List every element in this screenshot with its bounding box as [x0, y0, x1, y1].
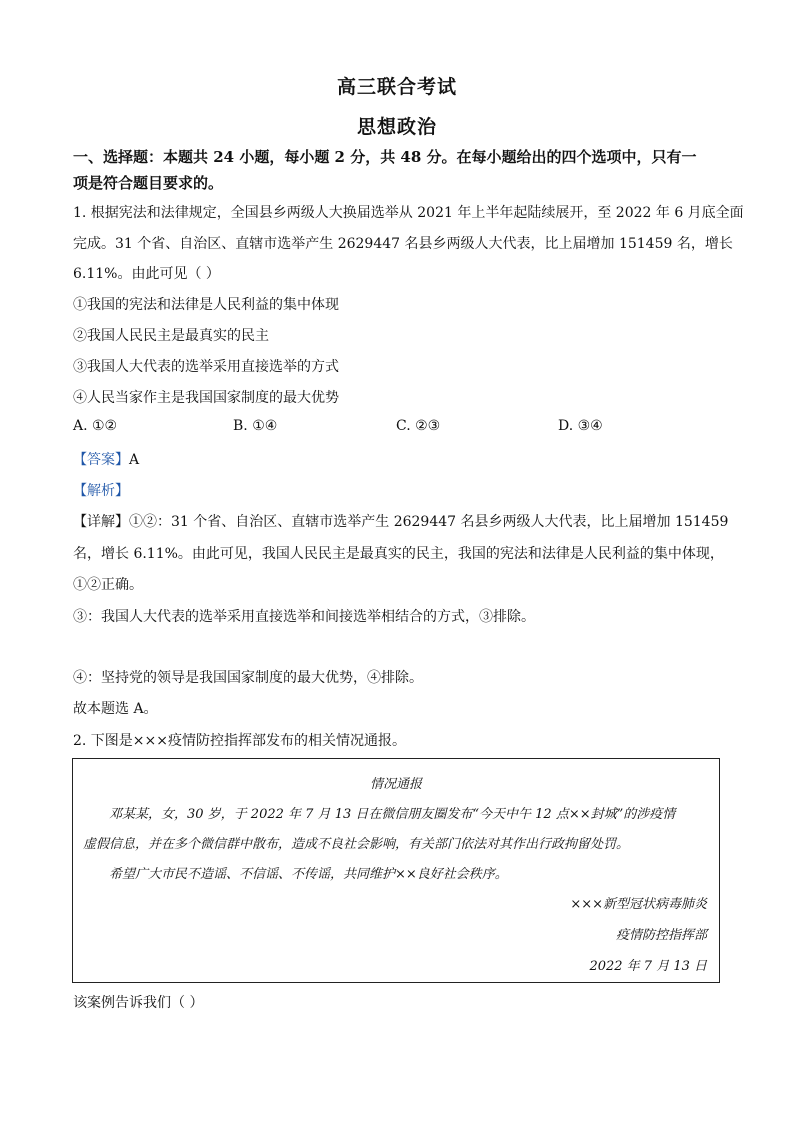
q1-stem-line1: 1. 根据宪法和法律规定，全国县乡两级人大换届选举从 2021 年上半年起陆续展开，至 2022 年 6 月底全面: [73, 205, 744, 221]
notice-title: 情况通报: [369, 777, 422, 792]
answer-tag: 【答案】: [73, 452, 129, 468]
q1-option-d: D. ③④: [558, 418, 603, 434]
exam-subject: 思想政治: [356, 116, 437, 138]
q2-followup: 该案例告诉我们（ ）: [73, 995, 204, 1011]
notice-box: [72, 758, 720, 983]
q1-option-b: B. ①④: [233, 418, 278, 434]
notice-para1-line1: 邓某某，女，30 岁，于 2022 年 7 月 13 日在微信朋友圈发布“今天中午 12 点××封城”的涉疫情: [109, 807, 676, 822]
notice-date: 2022 年 7 月 13 日: [589, 959, 707, 974]
q1-statement-4: ④人民当家作主是我国国家制度的最大优势: [73, 390, 339, 406]
notice-sign1: ×××新型冠状病毒肺炎: [570, 897, 707, 912]
q1-statement-1: ①我国的宪法和法律是人民利益的集中体现: [73, 297, 339, 313]
section-heading-line2: 项是符合题目要求的。: [73, 174, 224, 192]
detail-line3: ①②正确。: [73, 577, 143, 593]
section-heading-line1: 一、选择题：本题共 24 小题，每小题 2 分，共 48 分。在每小题给出的四个选项中，只有一: [73, 148, 697, 166]
detail-tag: 【详解】: [73, 514, 129, 530]
detail-line4: ③：我国人大代表的选举采用直接选举和间接选举相结合的方式，③排除。: [73, 609, 535, 625]
q1-statement-2: ②我国人民民主是最真实的民主: [73, 328, 269, 344]
analysis-tag: 【解析】: [73, 483, 129, 499]
detail-line1-text: ①②：31 个省、自治区、直辖市选举产生 2629447 名县乡两级人大代表，比上届增加 151459: [129, 514, 729, 530]
answer-value: A: [129, 452, 140, 468]
detail-line2: 名，增长 6.11%。由此可见，我国人民民主是最真实的民主，我国的宪法和法律是人民利益的集中体现，: [73, 546, 724, 562]
detail-line1: [73, 511, 728, 531]
notice-para2: 希望广大市民不造谣、不信谣、不传谣，共同维护××良好社会秩序。: [109, 867, 508, 882]
notice-para1-line2: 虚假信息，并在多个微信群中散布，造成不良社会影响，有关部门依法对其作出行政拘留处罚。: [83, 837, 630, 852]
q1-stem-line3: 6.11%。由此可见（ ）: [73, 266, 220, 282]
q1-conclusion: 故本题选 A。: [73, 701, 158, 717]
notice-sign2: 疫情防控指挥部: [615, 928, 707, 943]
detail-line5: ④：坚持党的领导是我国国家制度的最大优势，④排除。: [73, 670, 423, 686]
q1-answer: [73, 449, 139, 469]
q2-stem: 2. 下图是×××疫情防控指挥部发布的相关情况通报。: [73, 733, 406, 749]
q1-option-c: C. ②③: [396, 418, 441, 434]
q1-option-a: A. ①②: [73, 418, 118, 434]
q1-stem-line2: 完成。31 个省、自治区、直辖市选举产生 2629447 名县乡两级人大代表，比上届增加 151459 名，增长: [73, 236, 733, 252]
q1-statement-3: ③我国人大代表的选举采用直接选举的方式: [73, 359, 339, 375]
exam-title: 高三联合考试: [336, 76, 457, 98]
